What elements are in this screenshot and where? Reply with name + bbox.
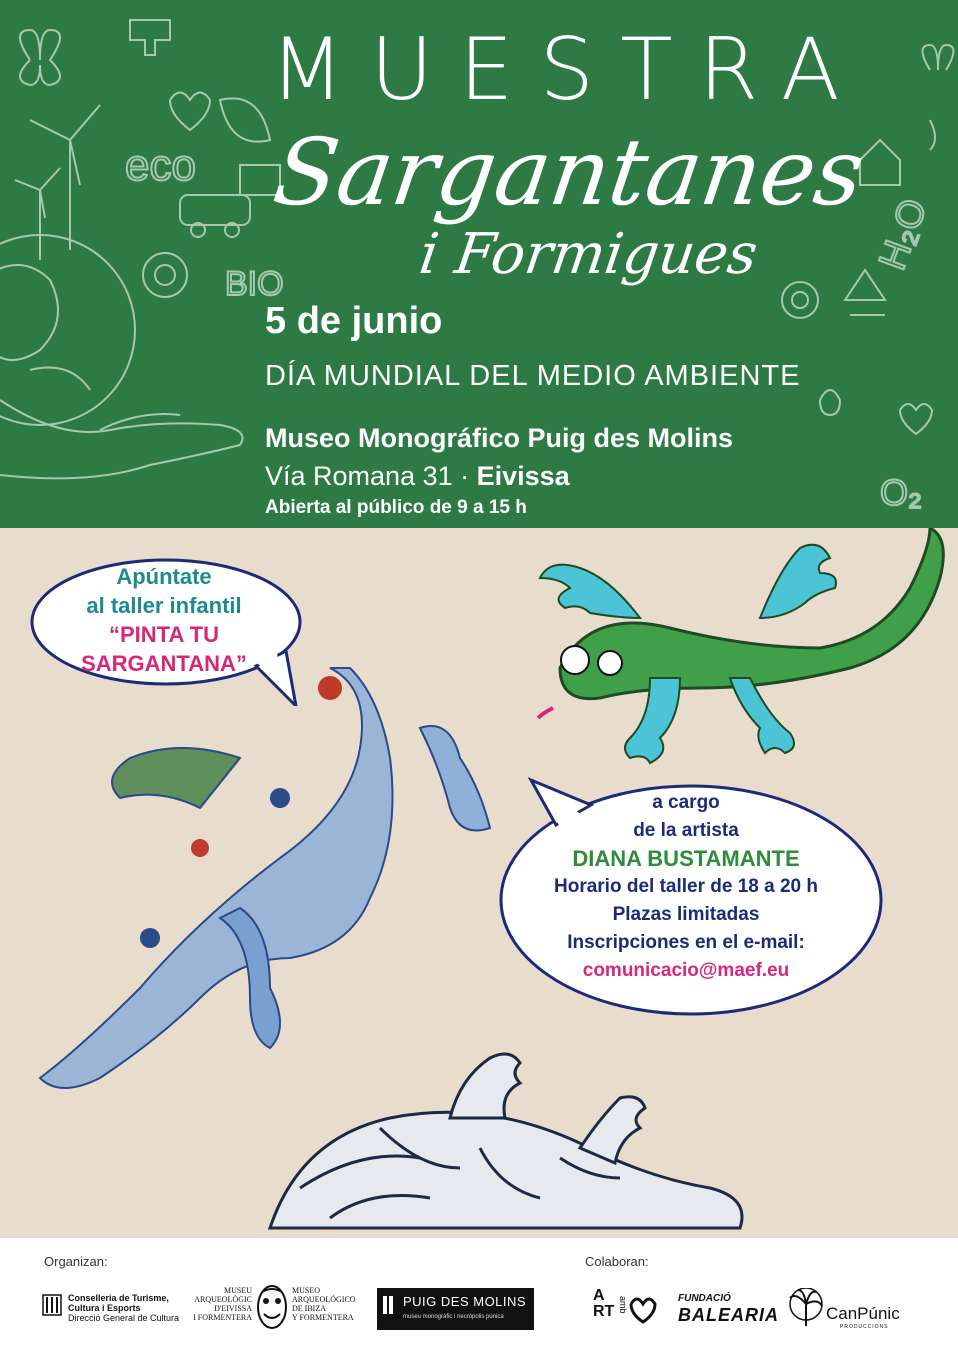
header-banner <box>0 0 958 528</box>
address-street: Vía Romana 31 · <box>265 461 477 491</box>
canpunic-subtitle: PRODUCCIONS <box>840 1324 889 1330</box>
eco-doodle-text: eco <box>125 141 196 190</box>
h2o-doodle-text: H₂O <box>871 193 936 276</box>
event-name: DÍA MUNDIAL DEL MEDIO AMBIENTE <box>265 360 801 392</box>
puig-des-molins-logo <box>377 1288 534 1330</box>
artist-line-1: a cargo <box>652 792 720 813</box>
title-muestra: MUESTRA <box>270 20 866 120</box>
opening-hours: Abierta al público de 9 a 15 h <box>265 497 527 518</box>
event-date: 5 de junio <box>265 300 443 342</box>
heart-icon <box>628 1294 658 1324</box>
conselleria-line-2: Cultura i Esports <box>68 1303 141 1313</box>
artist-name: DIANA BUSTAMANTE <box>572 846 800 871</box>
artamb-amb: amb <box>618 1296 628 1314</box>
title-sargantanes: Sargantanes <box>267 119 871 226</box>
artist-line-2: de la artista <box>633 820 739 841</box>
workshop-schedule: Horario del taller de 18 a 20 h <box>554 876 818 897</box>
museo-es-line-3: DE IBIZA <box>292 1304 326 1313</box>
globe-doodle <box>0 235 135 425</box>
balearia-line-1: FUNDACIÓ <box>678 1293 731 1304</box>
museo-es-line-1: MUSEO <box>292 1286 321 1295</box>
museu-ca-line-4: I FORMENTERA <box>193 1313 252 1322</box>
govern-crest-icon <box>42 1294 62 1316</box>
o2-doodle-text: O₂ <box>880 472 922 513</box>
bw-lizard-artwork <box>270 1054 742 1228</box>
punic-mask-icon <box>256 1284 288 1330</box>
artamb-rt: RT <box>593 1303 615 1320</box>
museu-ca-line-3: D'EIVISSA <box>214 1304 252 1313</box>
puig-subtitle: museu monogràfic i necròpolis púnica <box>403 1314 504 1320</box>
title-formigues: i Formigues <box>415 222 762 287</box>
museo-es-line-4: Y FORMENTERA <box>292 1313 354 1322</box>
palm-icon <box>788 1288 824 1328</box>
conselleria-line-3: Direcció General de Cultura <box>68 1313 180 1323</box>
limited-places: Plazas limitadas <box>612 904 760 925</box>
conselleria-line-1: Conselleria de Turisme, <box>68 1293 169 1303</box>
canpunic-name: CanPúnic <box>826 1304 900 1323</box>
bio-doodle-text: BIO <box>225 265 284 303</box>
venue-name: Museo Monográfico Puig des Molins <box>265 423 734 453</box>
workshop-title-1: “PINTA TU <box>109 622 219 647</box>
workshop-title-2: SARGANTANA” <box>81 651 247 676</box>
signup-email[interactable]: comunicacio@maef.eu <box>582 960 790 981</box>
address-city: Eivissa <box>476 461 570 491</box>
signup-label: Inscripciones en el e-mail: <box>567 932 805 953</box>
museu-ca-line-2: ARQUEOLÒGIC <box>194 1295 252 1304</box>
green-lizard-artwork <box>538 528 943 763</box>
museo-es-line-2: ARQUEOLÓGICO <box>292 1295 356 1304</box>
balearia-line-2: BALEARIA <box>678 1305 779 1325</box>
puig-name: PUIG DES MOLINS <box>403 1294 527 1309</box>
organizers-label: Organizan: <box>44 1254 108 1269</box>
museu-ca-line-1: MUSEU <box>223 1286 252 1295</box>
venue-address <box>265 461 570 492</box>
artamb-a: A <box>593 1287 605 1304</box>
artist-speech-bubble <box>486 775 886 1020</box>
painted-lizard-artwork <box>40 668 490 1088</box>
footer-logos <box>0 1238 958 1355</box>
workshop-line-1: Apúntate <box>116 564 212 589</box>
workshop-speech-bubble <box>26 556 302 706</box>
collaborators-label: Colaboran: <box>585 1254 649 1269</box>
workshop-line-2: al taller infantil <box>86 593 242 618</box>
